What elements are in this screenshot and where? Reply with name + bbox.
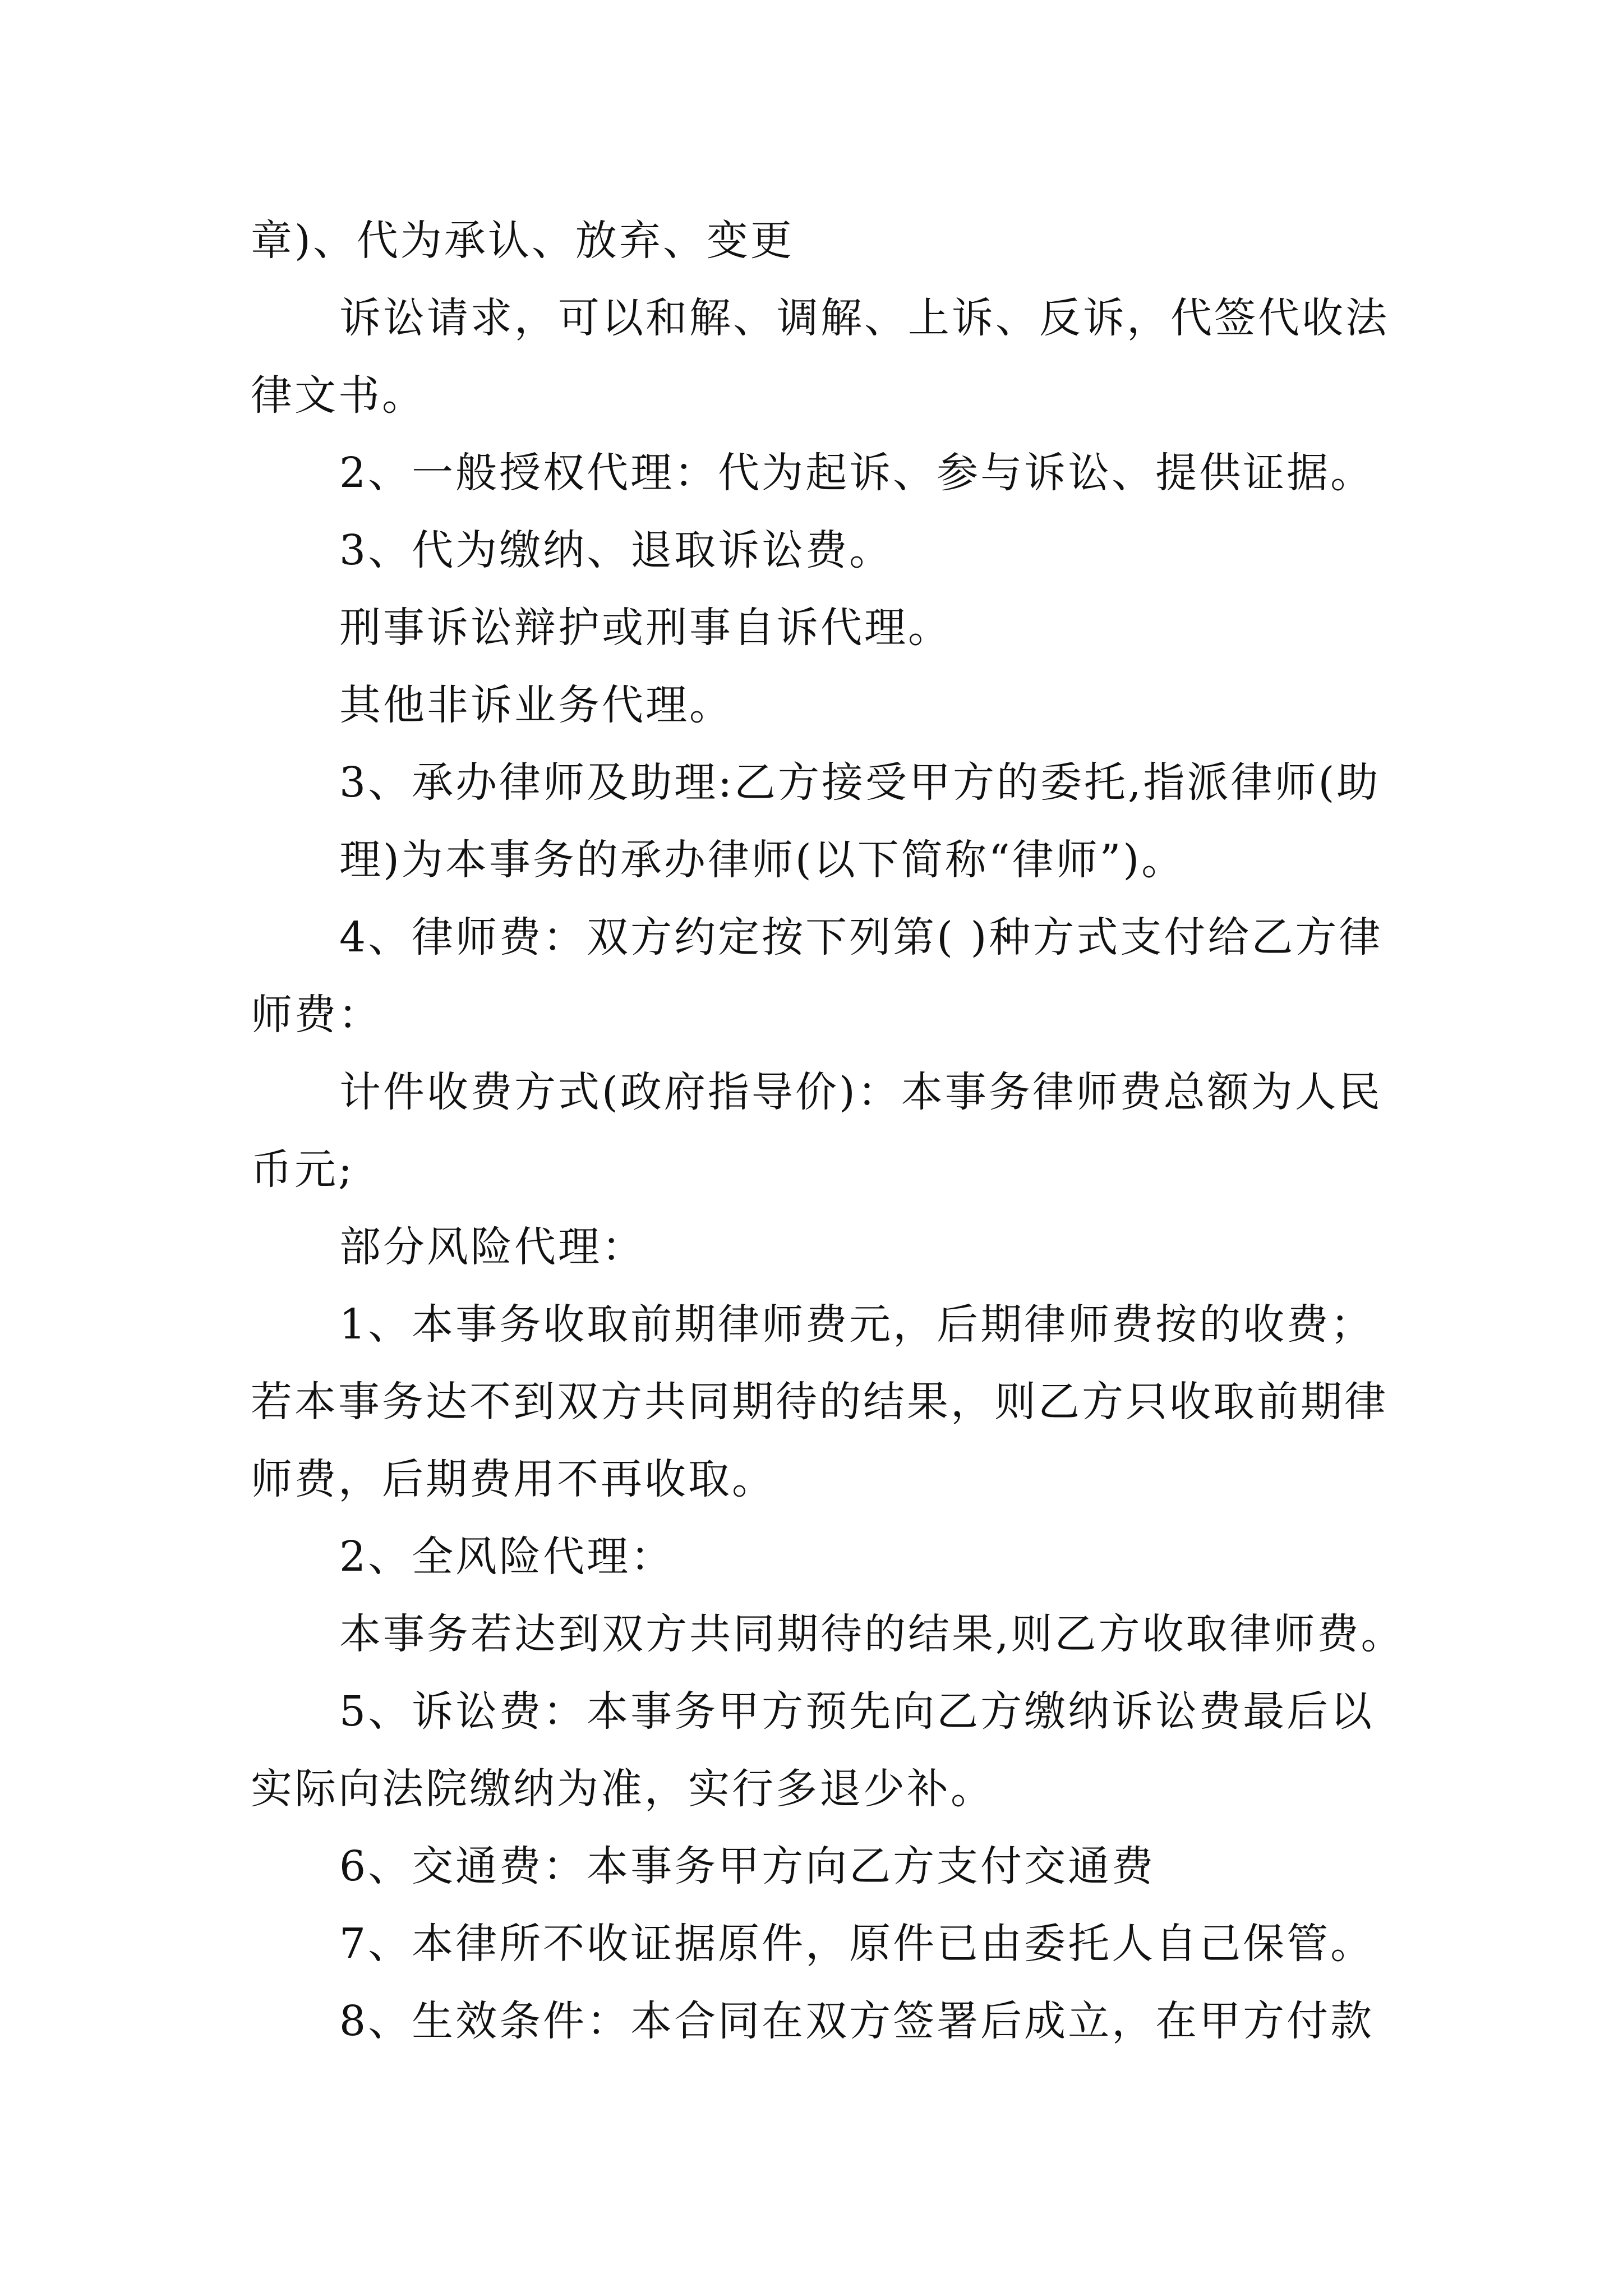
paragraph-line: 8、生效条件：本合同在双方签署后成立，在甲方付款 — [339, 1997, 1375, 2045]
paragraph-line: 师费： — [251, 991, 382, 1039]
paragraph-line: 4、律师费：双方约定按下列第( )种方式支付给乙方律 — [339, 913, 1383, 961]
paragraph-line: 3、代为缴纳、退取诉讼费。 — [339, 526, 893, 574]
paragraph-line: 计件收费方式(政府指导价)：本事务律师费总额为人民 — [339, 1068, 1382, 1116]
paragraph-line: 部分风险代理： — [339, 1223, 645, 1271]
paragraph-line: 章)、代为承认、放弃、变更 — [251, 217, 794, 265]
paragraph-line: 7、本律所不收证据原件，原件已由委托人自己保管。 — [339, 1920, 1375, 1968]
paragraph-line: 师费，后期费用不再收取。 — [251, 1455, 776, 1503]
paragraph-line: 5、诉讼费：本事务甲方预先向乙方缴纳诉讼费最后以 — [339, 1687, 1375, 1736]
paragraph-line: 实际向法院缴纳为准，实行多退少补。 — [251, 1765, 994, 1813]
paragraph-line: 1、本事务收取前期律师费元，后期律师费按的收费； — [339, 1300, 1375, 1349]
paragraph-line: 若本事务达不到双方共同期待的结果，则乙方只收取前期律 — [251, 1378, 1388, 1426]
paragraph-line: 2、全风险代理： — [339, 1533, 675, 1581]
paragraph-line: 其他非诉业务代理。 — [339, 681, 733, 729]
paragraph-line: 律文书。 — [251, 371, 426, 420]
paragraph-line: 3、承办律师及助理:乙方接受甲方的委托,指派律师(助 — [339, 758, 1381, 807]
paragraph-line: 本事务若达到双方共同期待的结果,则乙方收取律师费。 — [339, 1610, 1405, 1658]
paragraph-line: 2、一般授权代理：代为起诉、参与诉讼、提供证据。 — [339, 449, 1375, 497]
paragraph-line: 诉讼请求，可以和解、调解、上诉、反诉，代签代收法 — [339, 294, 1389, 342]
paragraph-line: 刑事诉讼辩护或刑事自诉代理。 — [339, 604, 952, 652]
paragraph-line: 理)为本事务的承办律师(以下简称“律师”)。 — [339, 836, 1186, 884]
paragraph-line: 币元; — [251, 1145, 354, 1194]
paragraph-line: 6、交通费：本事务甲方向乙方支付交通费 — [339, 1842, 1156, 1890]
